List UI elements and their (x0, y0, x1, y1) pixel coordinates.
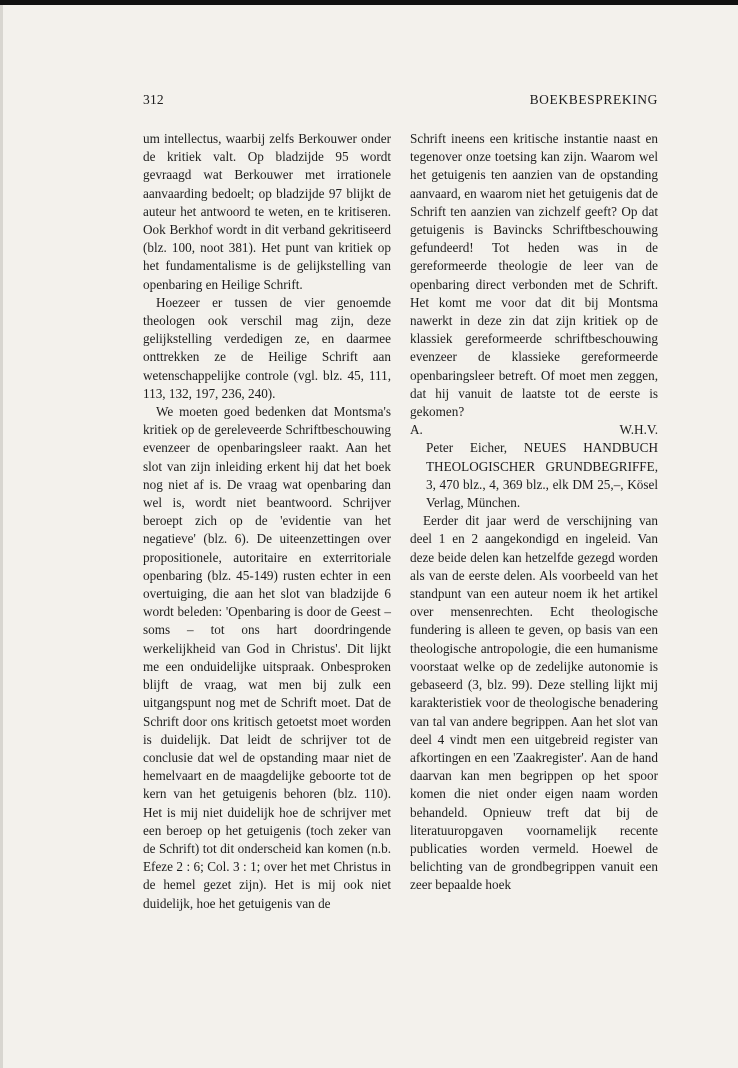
left-column (143, 130, 391, 913)
right-paragraph-2: Eerder dit jaar werd de verschijning van deel 1 en 2 aangekondigd en ingeleid. Van deze beide delen kan hetzelfde gezegd worden als van de eerste delen. Als voorbeeld van het standpunt van een auteur noem ik het artikel over mensenrechten. Echt theologische fundering is alleen te geven, op basis van een theologische antropologie, die een humanisme voorstaat welke op de zedelijke autonomie is gebaseerd (3, blz. 99). Deze stelling lijkt mij karakteristiek voor de theologische benadering van tal van andere begrippen. Aan het slot van deel 4 vindt men een uitgebreid register van afkortingen en een 'Zaakregister'. Aan de hand daarvan kan men begrippen op het spoor komen die niet onder eigen naam worden behandeld. Opnieuw treft dat bij de literatuuropgaven voornamelijk recente publicaties worden vermeld. Hoewel de belichting van de grondbegrippen vanuit een zeer bepaalde hoek (410, 513, 658, 893)
scan-border-left (0, 5, 3, 1068)
review-signature (410, 421, 658, 439)
page-header (143, 92, 658, 112)
page-number: 312 (143, 92, 164, 107)
right-paragraph-1: Schrift ineens een kritische instantie naast en tegenover onze toetsing kan zijn. Waarom wel het getuigenis ten aanzien van de opstanding aanvaard, en waarom niet het getuigenis dat de Schrift ten aanzien van zichzelf geeft? Op dat getuigenis is Bavincks Schriftbeschouwing gefundeerd! Tot heden was in de gereformeerde theologie de leer van de openbaring direct verbonden met de Schrift. Het komt me voor dat dit bij Montsma nawerkt in deze zin dat zijn kritiek op de klassiek gereformeerde schriftbeschouwing evenzeer de klassieke gereformeerde openbaringsleer betreft. Of moet men zeggen, dat hij vanuit de laatste tot de eerste is gekomen? (410, 131, 658, 420)
signature-initial: A. (410, 422, 423, 438)
left-paragraph-1: um intellectus, waarbij zelfs Berkouwer onder de kritiek valt. Op bladzijde 95 wordt gevraagd wat Berkouwer met irrationele aanvaarding bedoelt; op bladzijde 97 blijkt de auteur het antwoord te weten, en te kritiseren. Ook Berkhof wordt in dit verband gekritiseerd (blz. 100, noot 381). Het punt van kritiek op het fundamentalisme is de gelijkstelling van openbaring en Heilige Schrift. (143, 131, 391, 292)
left-paragraph-3: We moeten goed bedenken dat Montsma's kritiek op de gereleveerde Schriftbeschouwing evenzeer de openbaringsleer raakt. Aan het slot van zijn inleiding erkent hij dat het boek nog niet af is. De vraag wat openbaring dan wel is, wordt niet beantwoord. Schrijver beroept zich op de 'evidentie van het negatieve' (blz. 6). De uiteenzettingen over propositionele, autoritaire en exterritoriale openbaring (blz. 45-149) rusten echter in een overtuiging, die aan het slot van bladzijde 6 wordt beleden: 'Openbaring is door de Geest – soms – tot ons hart doordringende werkelijkheid van God in Christus'. Dit lijkt me een onduidelijke uitspraak. Onbesproken blijft de vraag, wat men bij zulk een uitgangspunt nog met de Schrift moet. Dat de Schrift door ons kritisch getoetst moet worden is duidelijk. Dat leidt de schrijver tot de conclusie dat wel de opstanding maar niet de hemelvaart en de maagdelijke geboorte tot de kern van het getuigenis behoren (blz. 110). Het is mij niet duidelijk hoe de schrijver met een beroep op het getuigenis (toch zeker van de Schrift) tot dit onderscheid kan komen (n.b. Efeze 2 : 6; Col. 3 : 1; over het met Christus in de hemel gezet zijn). Het is mij ook niet duidelijk, hoe het getuigenis van de (143, 404, 391, 911)
right-column (410, 130, 658, 895)
running-head: BOEKBESPREKING (529, 92, 658, 107)
signature-author: W.H.V. (619, 422, 658, 438)
review-heading: Peter Eicher, NEUES HANDBUCH THEOLOGISCHER GRUNDBEGRIFFE, 3, 470 blz., 4, 369 blz., elk DM 25,–, Kösel Verlag, München. (426, 440, 658, 511)
scan-border-top (0, 0, 738, 5)
left-paragraph-2: Hoezeer er tussen de vier genoemde theologen ook verschil mag zijn, deze gelijkstelling verdedigen ze, en daarmee onttrekken ze de Heilige Schrift aan wetenschappelijke controle (vgl. blz. 45, 111, 113, 132, 197, 236, 240). (143, 294, 391, 401)
